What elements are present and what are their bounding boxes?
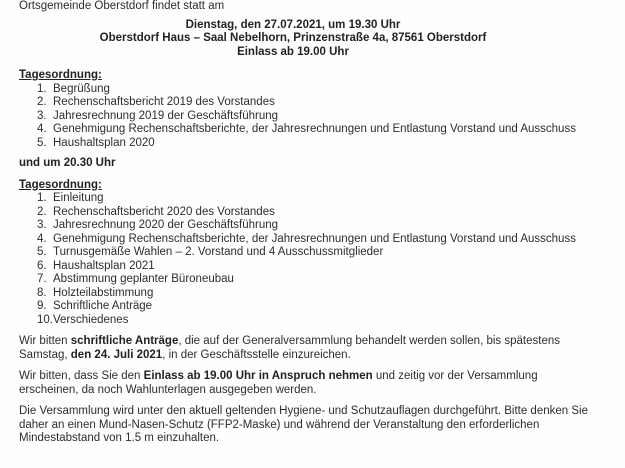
bold-text-run: Einlass ab 19.00 Uhr in Anspruch nehmen xyxy=(143,370,373,382)
list-item xyxy=(19,287,597,301)
list-item-number: 2. xyxy=(37,205,47,218)
event-admission-line: Einlass ab 19.00 Uhr xyxy=(237,45,349,58)
event-date-line: Dienstag, den 27.07.2021, um 19.30 Uhr xyxy=(185,18,401,31)
list-item-text: Haushaltsplan 2020 xyxy=(53,136,155,149)
list-item-text: Jahresrechnung 2020 der Geschäftsführung xyxy=(53,219,279,231)
agenda-second-list xyxy=(19,192,597,327)
list-item xyxy=(19,300,597,314)
list-item-text: Haushaltsplan 2021 xyxy=(53,259,155,272)
text-run: Die Versammlung wird unter den aktuell geltenden Hygiene- und Schutzauflagen durchgeführt. Bitte denken Sie daher an einen Mund-Nasen-Schutz (FFP2-Maske) und während der Veranstaltung den erforderlichen Mindestabstand von 1.5 m einzuhalten. xyxy=(19,405,588,444)
list-item xyxy=(19,273,597,287)
list-item xyxy=(19,83,597,97)
list-item-number: 1. xyxy=(37,82,47,95)
list-item-number: 9. xyxy=(37,300,47,312)
event-venue-line: Oberstdorf Haus – Saal Nebelhorn, Prinzenstraße 4a, 87561 Oberstdorf xyxy=(99,32,487,44)
text-run: Wir bitten xyxy=(19,335,71,347)
list-item xyxy=(19,96,597,110)
text-run: und zeitig vor der Versammlung erscheinen, da noch Wahlunterlagen ausgegeben werden. xyxy=(19,370,538,396)
list-item-number: 5. xyxy=(37,246,47,258)
list-item xyxy=(19,219,597,233)
list-item xyxy=(19,260,597,274)
list-item-text: Abstimmung geplanter Büroneubau xyxy=(53,273,234,285)
list-item-text: Genehmigung Rechenschaftsberichte, der Jahresrechnungen und Entlastung Vorstand und Ausschuss xyxy=(53,232,576,245)
list-item-text: Einleitung xyxy=(53,192,104,204)
list-item-text: Rechenschaftsbericht 2020 des Vorstandes xyxy=(53,205,275,218)
list-item-number: 8. xyxy=(37,286,47,299)
list-item xyxy=(19,137,597,151)
list-item-number: 2. xyxy=(37,96,47,108)
list-item-text: Turnusgemäße Wahlen – 2. Vorstand und 4 Ausschussmitglieder xyxy=(53,246,384,258)
agenda-second-heading: Tagesordnung: xyxy=(19,178,102,191)
list-item-text: Holzteilabstimmung xyxy=(53,286,154,299)
list-item-text: Schriftliche Anträge xyxy=(53,300,153,312)
list-item xyxy=(19,123,597,137)
text-run: , die auf der Generalversammlung behandelt werden sollen, bis spätestens Samstag, xyxy=(19,335,560,361)
paragraph-written-motions xyxy=(19,335,597,362)
list-item-text: Jahresrechnung 2019 der Geschäftsführung xyxy=(53,109,279,122)
list-item xyxy=(19,206,597,220)
list-item-number: 7. xyxy=(37,273,47,285)
event-header-block xyxy=(19,19,567,60)
list-item xyxy=(19,246,597,260)
list-item-number: 5. xyxy=(37,136,47,149)
list-item-text: Genehmigung Rechenschaftsberichte, der Jahresrechnungen und Entlastung Vorstand und Ausschuss xyxy=(53,123,576,135)
second-session-line: und um 20.30 Uhr xyxy=(19,157,116,169)
text-run: Wir bitten, dass Sie den xyxy=(19,370,144,382)
list-item-number: 4. xyxy=(37,123,47,135)
list-item-text: Begrüßung xyxy=(53,82,110,95)
list-item-text: Verschiedenes xyxy=(53,313,129,326)
intro-line: Ortsgemeinde Oberstdorf findet statt am xyxy=(19,0,225,12)
list-item xyxy=(19,233,597,247)
list-item-number: 1. xyxy=(37,192,47,204)
paragraph-hygiene-rules xyxy=(19,405,597,446)
list-item-number: 4. xyxy=(37,232,47,245)
list-item-number: 3. xyxy=(37,219,47,231)
list-item-number: 6. xyxy=(37,259,47,272)
document-content xyxy=(19,0,597,446)
text-run: , in der Geschäftsstelle einzureichen. xyxy=(162,348,351,361)
bold-text-run: den 24. Juli 2021 xyxy=(70,348,163,361)
paragraph-admission-request xyxy=(19,370,597,397)
list-item xyxy=(19,314,597,328)
list-item-number: 10. xyxy=(37,313,53,326)
bold-text-run: schriftliche Anträge xyxy=(70,335,179,347)
list-item xyxy=(19,192,597,206)
list-item-text: Rechenschaftsbericht 2019 des Vorstandes xyxy=(53,96,275,108)
list-item xyxy=(19,110,597,124)
list-item-number: 3. xyxy=(37,109,47,122)
agenda-first-list xyxy=(19,83,597,151)
agenda-first-heading: Tagesordnung: xyxy=(19,69,102,81)
